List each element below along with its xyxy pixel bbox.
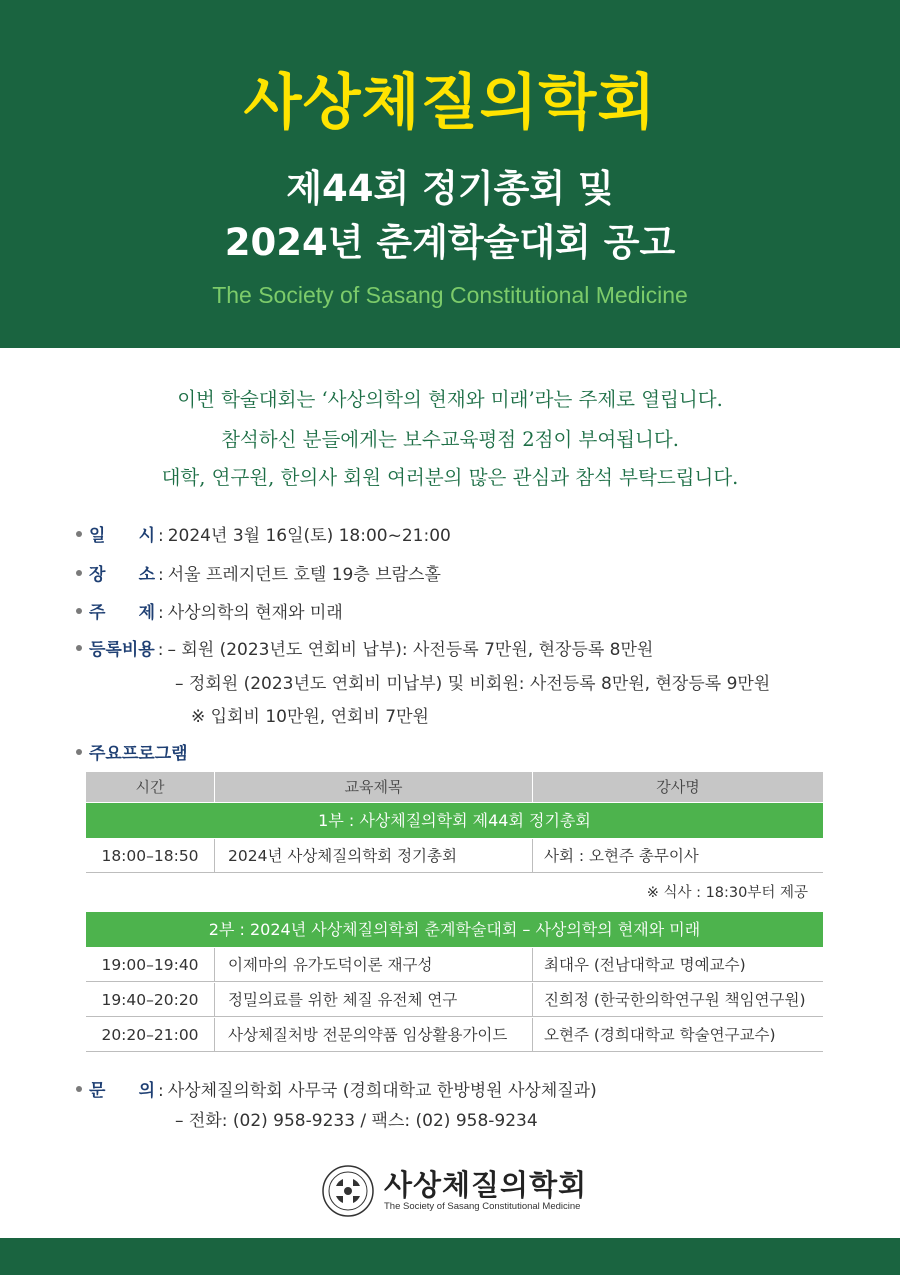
bottom-bar: [0, 1238, 900, 1275]
bullet-icon: [76, 1086, 82, 1092]
program-label: 주요프로그램: [89, 744, 188, 764]
info-fee: 등록비용 : – 회원 (2023년도 연회비 납부): 사전등록 7만원, 현장등록 8만원: [76, 635, 653, 660]
place-label: 장 소: [89, 565, 155, 585]
org-title: 사상체질의학회: [243, 68, 657, 138]
row-speaker: 오현주 (경희대학교 학술연구교수): [544, 1026, 776, 1044]
row-speaker: 최대우 (전남대학교 명예교수): [544, 956, 746, 974]
bullet-icon: [76, 608, 82, 614]
table-row: [86, 1018, 823, 1052]
row-topic: 이제마의 유가도덕이론 재구성: [228, 956, 433, 974]
fee-nonmember: – 정회원 (2023년도 연회비 미납부) 및 비회원: 사전등록 8만원, 현장등록 9만원: [175, 674, 771, 694]
table-row: [86, 983, 823, 1017]
meal-note: ※ 식사 : 18:30부터 제공: [646, 885, 808, 901]
table-row: [86, 948, 823, 982]
part2-title: 2부 : 2024년 사상체질의학회 춘계학술대회 – 사상의학의 현재와 미래: [86, 912, 823, 947]
table-row: [86, 839, 823, 873]
info-date: 일 시 : 2024년 3월 16일(토) 18:00~21:00: [76, 521, 451, 546]
event-title-line2: 2024년 춘계학술대회 공고: [224, 221, 676, 264]
info-contact: 문 의 : 사상체질의학회 사무국 (경희대학교 한방병원 사상체질과): [76, 1076, 597, 1101]
place-value: 서울 프레지던트 호텔 19층 브람스홀: [167, 565, 441, 585]
row-speaker: 사회 : 오현주 총무이사: [544, 847, 699, 865]
bullet-icon: [76, 570, 82, 576]
footer-org-english: The Society of Sasang Constitutional Medicine: [384, 1201, 581, 1212]
footer-logo: [322, 1163, 588, 1219]
info-theme: 주 제 : 사상의학의 현재와 미래: [76, 598, 343, 623]
program-heading: [76, 739, 188, 764]
date-label: 일 시: [89, 526, 155, 546]
header-speaker: 강사명: [656, 778, 700, 796]
contact-label: 문 의: [89, 1081, 155, 1101]
footer-org-name: 사상체질의학회: [384, 1168, 588, 1202]
society-seal-icon: [322, 1165, 374, 1217]
row-time: 20:20–21:00: [101, 1026, 199, 1044]
intro-line-1: 이번 학술대회는 ‘사상의학의 현재와 미래’라는 주제로 열립니다.: [177, 388, 723, 411]
row-topic: 정밀의료를 위한 체질 유전체 연구: [228, 991, 458, 1009]
bullet-icon: [76, 531, 82, 537]
row-time: 19:00–19:40: [101, 956, 199, 974]
english-org-title: The Society of Sasang Constitutional Medicine: [212, 282, 688, 308]
program-table-header: [86, 772, 823, 802]
theme-label: 주 제: [89, 603, 155, 623]
header-topic: 교육제목: [344, 778, 403, 796]
event-title-line1: 제44회 정기총회 및: [286, 167, 614, 210]
fee-label: 등록비용: [89, 640, 155, 660]
intro-line-3: 대학, 연구원, 한의사 회원 여러분의 많은 관심과 참석 부탁드립니다.: [161, 466, 739, 489]
bullet-icon: [76, 645, 82, 651]
date-value: 2024년 3월 16일(토) 18:00~21:00: [167, 526, 451, 546]
row-speaker: 진희정 (한국한의학연구원 책임연구원): [544, 991, 806, 1009]
part1-title: 1부 : 사상체질의학회 제44회 정기총회: [86, 803, 823, 838]
contact-phone-fax: – 전화: (02) 958-9233 / 팩스: (02) 958-9234: [175, 1111, 538, 1131]
row-topic: 사상체질처방 전문의약품 임상활용가이드: [228, 1026, 508, 1044]
row-time: 19:40–20:20: [101, 991, 199, 1009]
info-place: 장 소 : 서울 프레지던트 호텔 19층 브람스홀: [76, 560, 441, 585]
theme-value: 사상의학의 현재와 미래: [167, 603, 343, 623]
fee-member: – 회원 (2023년도 연회비 납부): 사전등록 7만원, 현장등록 8만원: [167, 640, 654, 660]
fee-note: ※ 입회비 10만원, 연회비 7만원: [191, 707, 429, 727]
header-time: 시간: [135, 778, 165, 796]
row-time: 18:00–18:50: [101, 847, 199, 865]
contact-office: 사상체질의학회 사무국 (경희대학교 한방병원 사상체질과): [167, 1081, 597, 1101]
intro-line-2: 참석하신 분들에게는 보수교육평점 2점이 부여됩니다.: [221, 428, 679, 451]
row-topic: 2024년 사상체질의학회 정기총회: [228, 847, 457, 865]
bullet-icon: [76, 749, 82, 755]
header-banner: [0, 0, 900, 348]
